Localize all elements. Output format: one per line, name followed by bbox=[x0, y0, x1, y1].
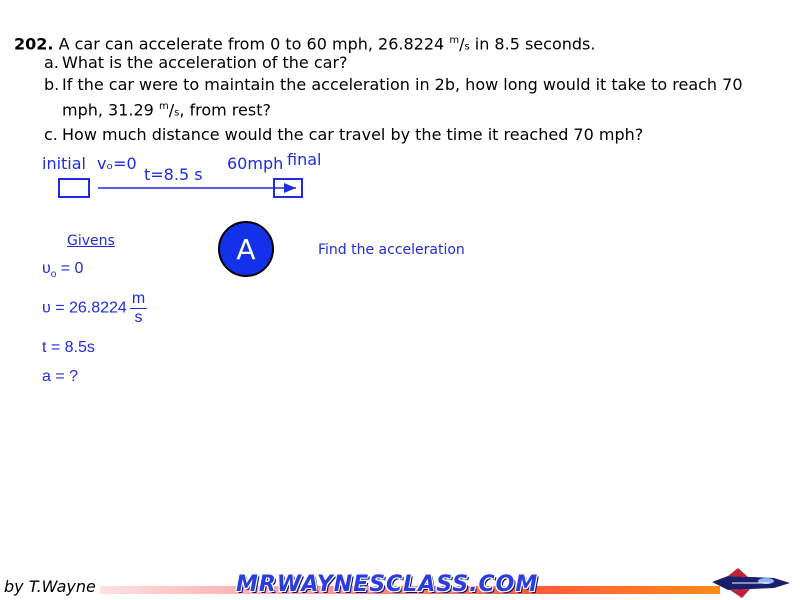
unit-sep: / bbox=[168, 100, 175, 120]
v0-value: = 0 bbox=[56, 260, 84, 277]
find-instruction: Find the acceleration bbox=[318, 242, 465, 258]
part-text: How much distance would the car travel by the time it reached 70 mph? bbox=[62, 125, 644, 145]
part-c bbox=[44, 124, 782, 146]
given-v0 bbox=[42, 260, 83, 280]
unit-den: s bbox=[464, 41, 470, 53]
motion-diagram bbox=[56, 176, 310, 200]
step-badge[interactable]: A bbox=[218, 221, 274, 277]
part-text: What is the acceleration of the car? bbox=[62, 53, 348, 72]
final-label: final bbox=[287, 150, 322, 169]
v0-subscript: o bbox=[50, 269, 57, 281]
arrow-head-icon bbox=[284, 183, 296, 193]
part-letter: a. bbox=[44, 53, 59, 72]
part-text bbox=[62, 74, 782, 124]
part-b-text-b: , from rest? bbox=[179, 100, 271, 120]
v-unit-fraction bbox=[130, 290, 147, 327]
time-label: t=8.5 s bbox=[144, 165, 203, 184]
part-b-text-a: If the car were to maintain the acceleration in 2b, how long would it take to reach 70 mph, 31.29 bbox=[62, 75, 743, 120]
part-letter: c. bbox=[44, 125, 58, 145]
part-letter: b. bbox=[44, 75, 60, 94]
brand-logo[interactable]: MRWAYNESCLASS.COM bbox=[236, 572, 539, 597]
v0-label: vₒ=0 bbox=[97, 154, 137, 173]
problem-intro-a: A car can accelerate from 0 to 60 mph, 26.8224 bbox=[58, 34, 450, 54]
unit-num: m bbox=[158, 101, 169, 112]
unit-sep: / bbox=[459, 34, 465, 54]
rocket-icon bbox=[708, 568, 794, 598]
part-b bbox=[44, 74, 782, 124]
part-a bbox=[44, 52, 782, 74]
unit-num: m bbox=[449, 35, 460, 46]
given-t: t = 8.5s bbox=[42, 339, 95, 356]
v0-symbol: υ bbox=[42, 260, 51, 277]
initial-label: initial bbox=[42, 154, 86, 173]
v-unit-den: s bbox=[134, 309, 143, 326]
initial-car-box bbox=[59, 179, 89, 197]
problem-number: 202. bbox=[14, 34, 54, 54]
speed-label: 60mph bbox=[227, 154, 284, 173]
unit-den: s bbox=[174, 107, 180, 119]
given-v bbox=[42, 290, 147, 327]
problem-parts bbox=[44, 52, 782, 146]
author-byline: by T.Wayne bbox=[4, 577, 96, 596]
v-lhs: υ = 26.8224 bbox=[42, 299, 127, 317]
problem-intro-b: in 8.5 seconds. bbox=[469, 34, 596, 54]
givens-title: Givens bbox=[67, 233, 115, 249]
v-unit-num: m bbox=[131, 290, 146, 307]
given-a: a = ? bbox=[42, 368, 79, 385]
